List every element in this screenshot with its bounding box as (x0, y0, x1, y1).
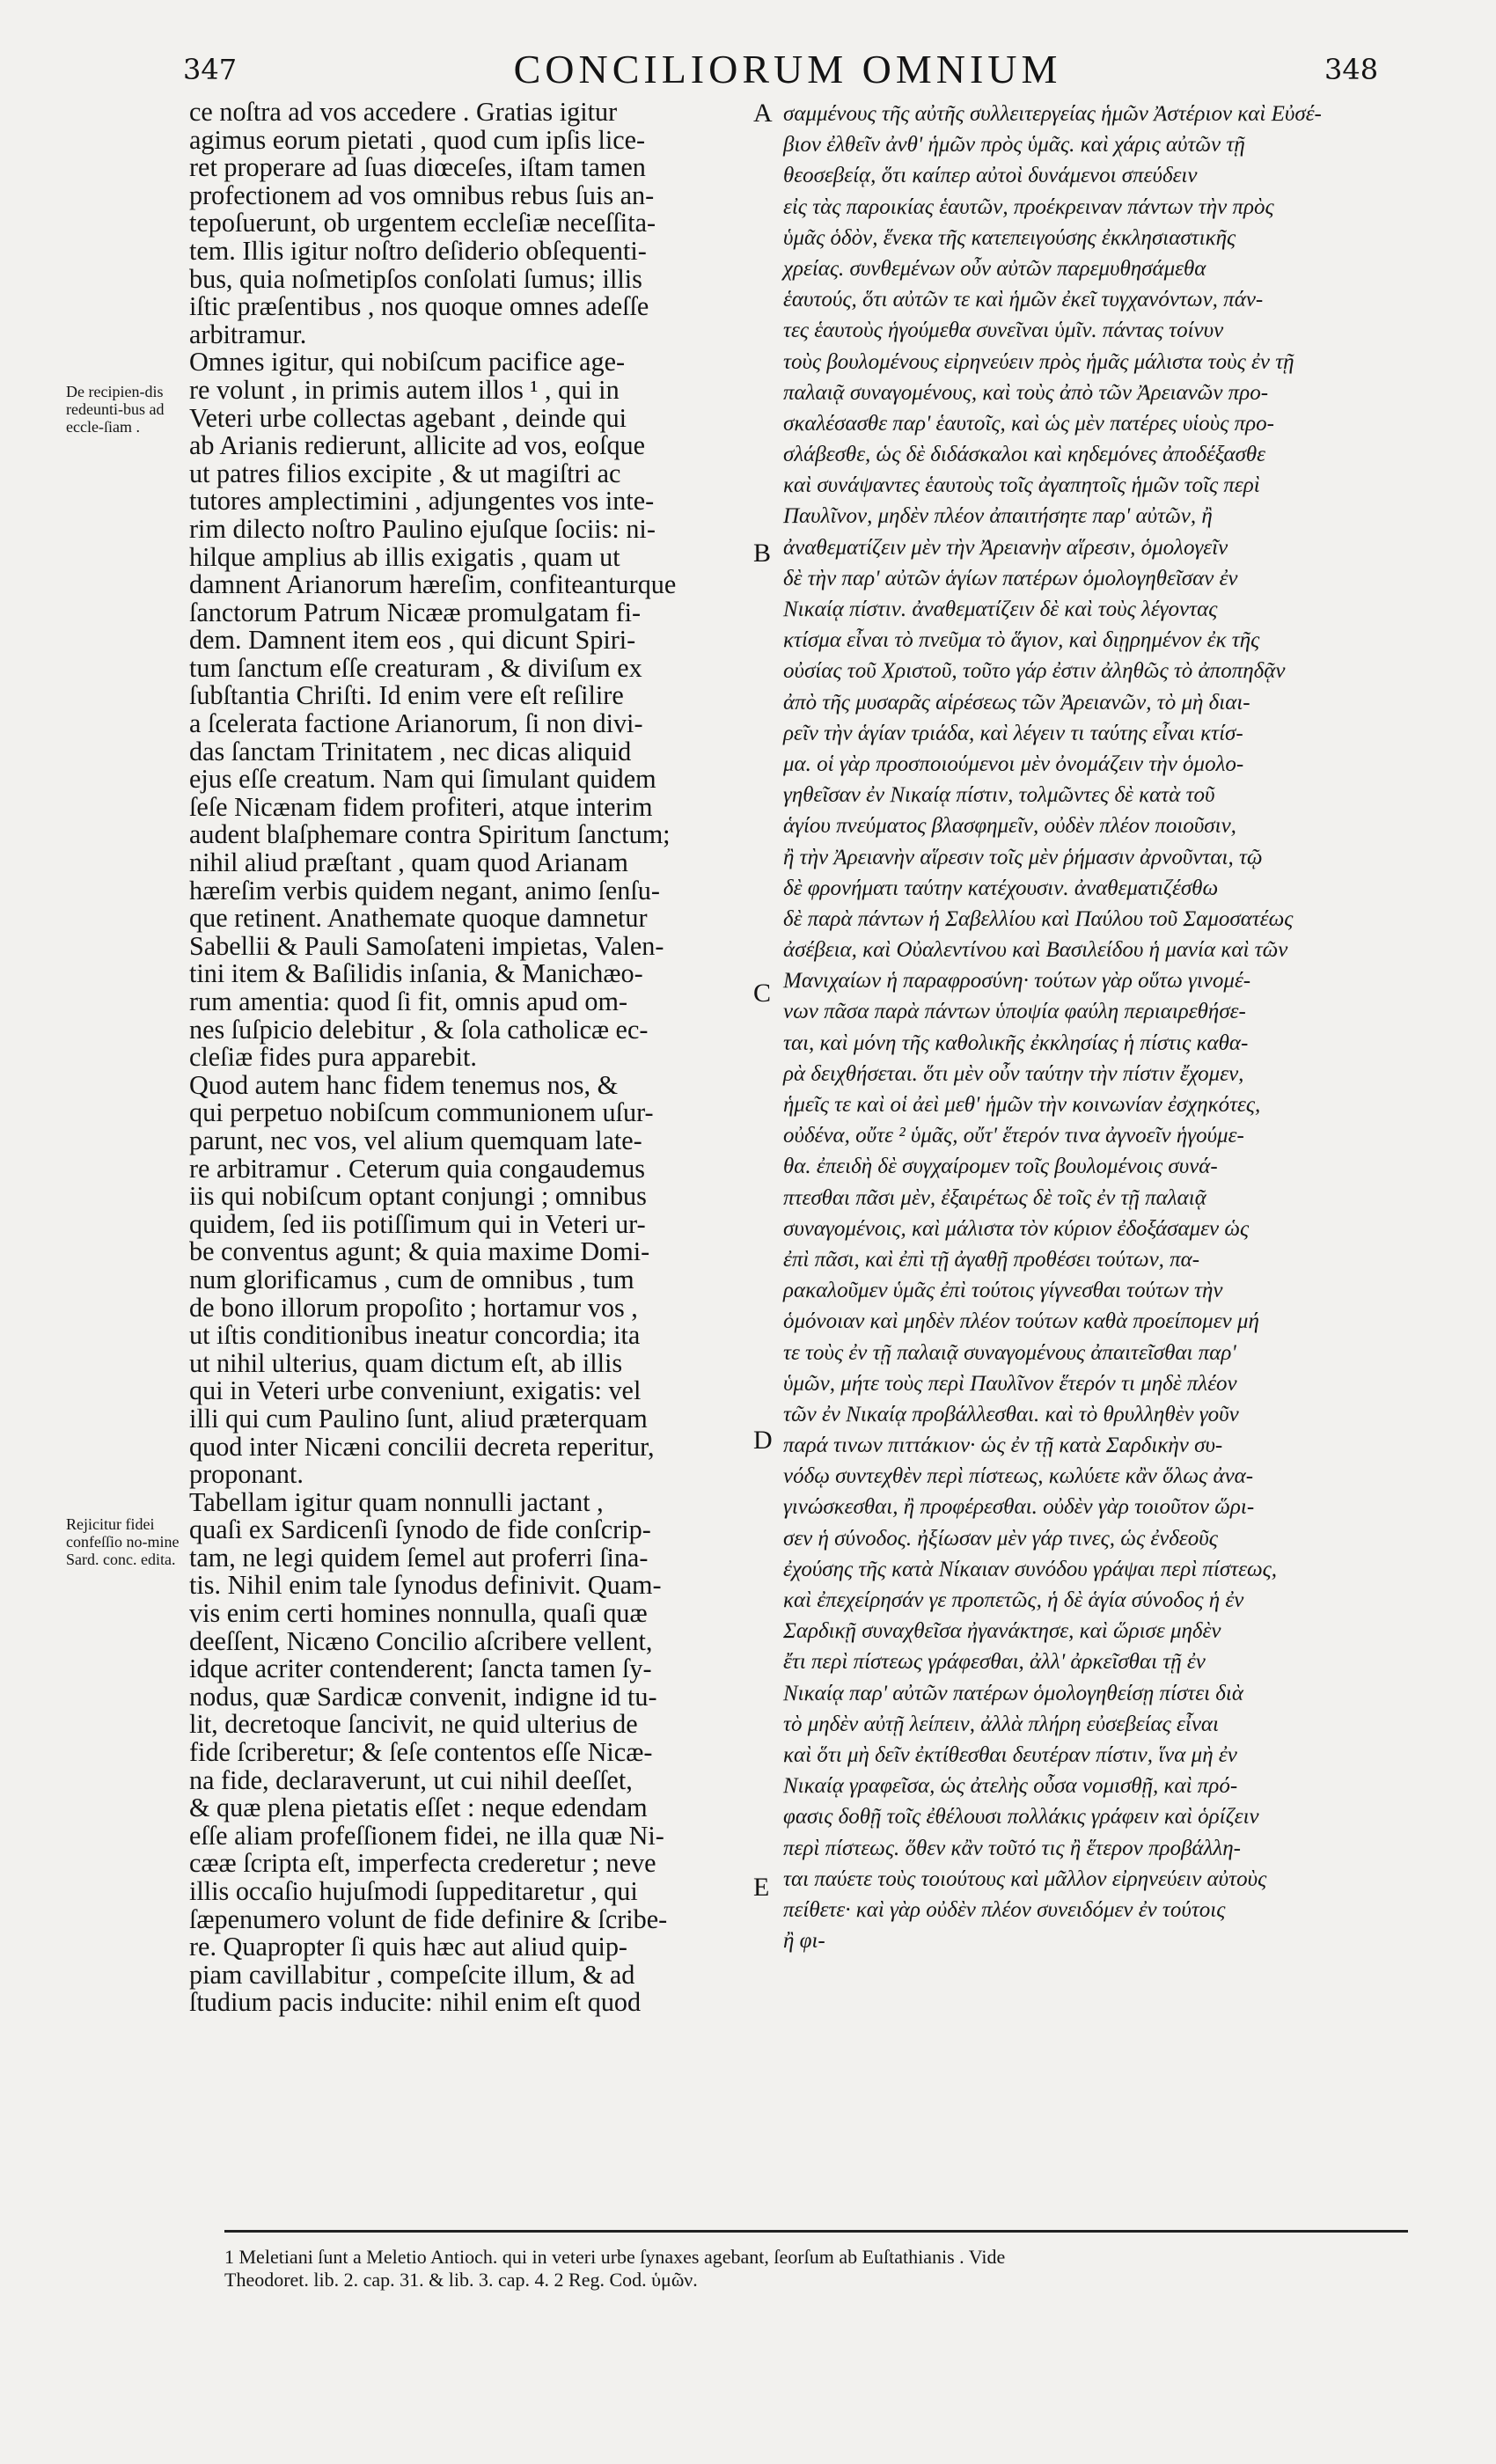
latin-text-line: lit, decretoque ſancivit, ne quid ulterius de (189, 1709, 638, 1740)
latin-text-line: ſæpenumero volunt de fide definire & ſcribe- (189, 1903, 668, 1934)
latin-text-line: re volunt , in primis autem illos ¹ , qui in (189, 374, 620, 405)
greek-text-line: περὶ πίστεως. ὅθεν κἂν τοῦτό τις ἢ ἕτερον προβάλλη- (783, 1836, 1241, 1860)
greek-text-line: σαμμένους τῆς αὐτῆς συλλειτεργείας ἡμῶν Ἀστέριον καὶ Εὐσέ- (783, 102, 1322, 126)
greek-text-line: ἢ φι- (783, 1929, 825, 1954)
latin-text-line: de bono illorum propoſito ; hortamur vos , (189, 1292, 638, 1323)
greek-text-line: δὲ παρὰ πάντων ἡ Σαβελλίου καὶ Παύλου τοῦ Σαμοσατέως (783, 906, 1294, 931)
greek-text-line: καὶ συνάψαντες ἑαυτοὺς τοῖς ἀγαπητοῖς ἡμῶν τοῖς περὶ (783, 473, 1260, 498)
footnote-line: Theodoret. lib. 2. cap. 31. & lib. 3. cap. 4. 2 Reg. Cod. ὑμῶν. (224, 2269, 698, 2291)
margin-note-recipiendis: De recipien-dis redeunti-bus ad eccle-ſiam . (66, 383, 165, 436)
greek-text-line: καὶ ἐπεχείρησάν γε προπετῶς, ἡ δὲ ἁγία σύνοδος ἡ ἐν (783, 1588, 1244, 1612)
greek-text-line: ἀναθεματίζειν μὲν τὴν Ἀρειανὴν αἵρεσιν, ὁμολογεῖν (783, 535, 1228, 560)
greek-text-line: φασις δοθῇ τοῖς ἐθέλουσι πολλάκις γράφειν καὶ ὁρίζειν (783, 1805, 1259, 1830)
latin-column (189, 99, 766, 2017)
margin-note-rejicitur: Rejicitur fidei confeſſio no-mine Sard. conc. edita. (66, 1515, 180, 1568)
section-letter-a: A (753, 99, 773, 128)
latin-text-line: ut nihil ulterius, quam dictum eſt, ab illis (189, 1347, 623, 1378)
greek-text-line: ἐπὶ πᾶσι, καὶ ἐπὶ τῇ ἀγαθῇ προθέσει τούτων, πα- (783, 1247, 1200, 1272)
greek-text-line: ρὰ δειχθήσεται. ὅτι μὲν οὖν ταύτην τὴν πίστιν ἔχομεν, (783, 1061, 1244, 1086)
greek-text-line: ὑμῶν, μήτε τοὺς περὶ Παυλῖνον ἕτερόν τι μηδὲ πλέον (783, 1371, 1237, 1396)
greek-text-line: ται παύετε τοὺς τοιούτους καὶ μᾶλλον εἰρηνεύειν αὐτοὺς (783, 1866, 1267, 1891)
latin-text-line: ab Arianis redierunt, allicite ad vos, eoſque (189, 430, 646, 461)
latin-text-line: proponant. (189, 1459, 304, 1490)
latin-text-line: na fide, declaraverunt, ut cui nihil deeſſet, (189, 1764, 633, 1795)
latin-text-line: agimus eorum pietati , quod cum ipſis lice- (189, 124, 646, 155)
latin-text-line: ret properare ad ſuas diœceſes, iſtam tamen (189, 152, 646, 183)
latin-text-line: quaſi ex Sardicenſi ſynodo de fide conſcrip- (189, 1514, 651, 1545)
greek-column (783, 99, 1408, 1956)
greek-text-line: θα. ἐπειδὴ δὲ συγχαίρομεν τοῖς βουλομένοις συνά- (783, 1155, 1218, 1179)
latin-text-line: a ſcelerata factione Arianorum, ſi non divi- (189, 708, 643, 739)
greek-text-line: Σαρδικῇ συναχθεῖσα ἠγανάκτησε, καὶ ὥρισε μηδὲν (783, 1619, 1221, 1644)
latin-text-line: ejus eſſe creatum. Nam qui ſimulant quidem (189, 764, 656, 795)
latin-text-line: arbitramur. (189, 319, 307, 349)
greek-text-line: σκαλέσασθε παρ' ἑαυτοῖς, καὶ ὡς μὲν πατέρες υἱοὺς προ- (783, 411, 1274, 436)
greek-text-line: τοὺς βουλομένους εἰρηνεύειν πρὸς ἡμᾶς μάλιστα τοὺς ἐν τῇ (783, 349, 1294, 374)
greek-text-line: χρείας. συνθεμένων οὖν αὐτῶν παρεμυθησάμεθα (783, 256, 1206, 281)
greek-text-line: συναγομένοις, καὶ μάλιστα τὸν κύριον ἐδοξάσαμεν ὡς (783, 1216, 1250, 1241)
greek-text-line: ται, καὶ μόνη τῆς καθολικῆς ἐκκλησίας ἡ πίστις καθα- (783, 1030, 1249, 1055)
latin-text-line: Sabellii & Pauli Samoſateni impietas, Valen- (189, 930, 664, 961)
latin-text-line: iſtic præſentibus , nos quoque omnes adeſſe (189, 291, 649, 322)
greek-text-line: παρά τινων πιττάκιον· ὡς ἐν τῇ κατὰ Σαρδικὴν συ- (783, 1434, 1223, 1458)
latin-text-line: nes ſuſpicio delebitur , & ſola catholicæ ec- (189, 1014, 649, 1045)
section-letter-c: C (753, 979, 772, 1008)
greek-text-line: σλάβεσθε, ὡς δὲ διδάσκαλοι καὶ κηδεμόνες ἀποδέξασθε (783, 443, 1266, 467)
latin-text-line: qui in Veteri urbe conveniunt, exigatis: vel (189, 1375, 642, 1406)
latin-text-line: que retinent. Anathemate quoque damnetur (189, 903, 648, 934)
greek-text-line: τὸ μηδὲν αὐτῇ λείπειν, ἀλλὰ πλήρη εὐσεβείας εἶναι (783, 1712, 1219, 1736)
latin-text-line: Omnes igitur, qui nobiſcum pacifice age- (189, 347, 626, 378)
latin-text-line: parunt, nec vos, vel alium quemquam late- (189, 1125, 642, 1155)
greek-text-line: νων πᾶσα παρὰ πάντων ὑποψία φαύλη περιαιρεθήσε- (783, 1000, 1246, 1024)
latin-text-line: hilque amplius ab illis exigatis , quam ut (189, 541, 620, 572)
latin-text-line: ce noſtra ad vos accedere . Gratias igitur (189, 97, 618, 127)
greek-text-line: γηθεῖσαν ἐν Νικαίᾳ πίστιν, τολμῶντες δὲ κατὰ τοῦ (783, 783, 1215, 808)
latin-text-line: rim dilecto noſtro Paulino ejuſque ſociis: ni- (189, 513, 656, 544)
greek-text-line: Μανιχαίων ἡ παραφροσύνη· τούτων γὰρ οὕτω γινομέ- (783, 969, 1251, 994)
latin-text-line: Veteri urbe collectas agebant , deinde qui (189, 402, 627, 433)
latin-text-line: cææ ſcripta eſt, imperfecta crederetur ; neve (189, 1848, 656, 1879)
greek-text-line: εἰς τὰς παροικίας ἑαυτῶν, προέκρειναν πάντων τὴν πρὸς (783, 194, 1274, 219)
latin-text-line: bus, quia noſmetipſos conſolati ſumus; illis (189, 263, 642, 294)
latin-text-line: be conventus agunt; & quia maxime Domi- (189, 1236, 650, 1267)
greek-text-line: οὐσίας τοῦ Χριστοῦ, τοῦτο γάρ ἐστιν ἀληθῶς τὸ ἀποπηδᾷν (783, 659, 1286, 684)
greek-text-line: ὑμᾶς ὁδὸν, ἕνεκα τῆς κατεπειγούσης ἐκκλησιαστικῆς (783, 225, 1236, 250)
latin-text-line: re arbitramur . Ceterum quia congaudemus (189, 1153, 646, 1184)
latin-text-line: tepoſuerunt, ob urgentem eccleſiæ neceſſita- (189, 208, 656, 238)
latin-text-line: quod inter Nicæni concilii decreta reperitur, (189, 1431, 655, 1462)
latin-text-line: damnent Arianorum hæreſim, confiteanturque (189, 569, 677, 600)
greek-text-line: ἀσέβεια, καὶ Οὐαλεντίνου καὶ Βασιλείδου ἡ μανία καὶ τῶν (783, 938, 1288, 963)
greek-text-line: ἑαυτούς, ὅτι αὐτῶν τε καὶ ἡμῶν ἐκεῖ τυγχανόντων, πάν- (783, 288, 1264, 312)
greek-text-line: σεν ἡ σύνοδος. ἠξίωσαν μὲν γάρ τινες, ὡς ἐνδεοῦς (783, 1526, 1218, 1551)
greek-text-line: Νικαίᾳ γραφεῖσα, ὡς ἀτελὴς οὖσα νομισθῇ, καὶ πρό- (783, 1774, 1238, 1799)
latin-text-line: Tabellam igitur quam nonnulli jactant , (189, 1486, 604, 1517)
latin-text-line: illi qui cum Paulino ſunt, aliud præterquam (189, 1403, 648, 1434)
latin-text-line: audent blaſphemare contra Spiritum ſanctum; (189, 819, 671, 850)
latin-text-line: tum ſanctum eſſe creaturam , & diviſum ex (189, 652, 642, 683)
running-title: CONCILIORUM OMNIUM (513, 47, 1062, 92)
latin-text-line: ut iſtis conditionibus ineatur concordia; ita (189, 1320, 641, 1351)
greek-text-line: ρακαλοῦμεν ὑμᾶς ἐπὶ τούτοις γίγνεσθαι τούτων τὴν (783, 1279, 1223, 1303)
footnote-rule (224, 2230, 1408, 2233)
footnotes (224, 2246, 1408, 2292)
latin-text-line: illis occaſio hujuſmodi ſuppeditaretur , qui (189, 1876, 638, 1906)
greek-text-line: καὶ ὅτι μὴ δεῖν ἐκτίθεσθαι δευτέραν πίστιν, ἵνα μὴ ἐν (783, 1742, 1237, 1767)
latin-text-line: dem. Damnent item eos , qui dicunt Spiri- (189, 625, 636, 656)
page-number-left: 347 (183, 53, 238, 86)
greek-text-line: βιον ἐλθεῖν ἀνθ' ἡμῶν πρὸς ὑμᾶς. καὶ χάρις αὐτῶν τῇ (783, 133, 1245, 158)
latin-text-line: re. Quapropter ſi quis hæc aut aliud quip- (189, 1932, 627, 1962)
latin-text-line: das ſanctam Trinitatem , nec dicas aliquid (189, 736, 632, 766)
greek-text-line: ἡμεῖς τε καὶ οἱ ἀεὶ μεθ' ἡμῶν τὴν κοινωνίαν ἐσχηκότες, (783, 1093, 1261, 1117)
latin-text-line: tini item & Baſilidis inſania, & Manichæo- (189, 958, 643, 989)
greek-text-line: πείθετε· καὶ γὰρ οὐδὲν πλέον συνειδόμεν ἐν τούτοις (783, 1897, 1226, 1922)
latin-text-line: qui perpetuo nobiſcum communionem uſur- (189, 1097, 654, 1128)
latin-text-line: num glorificamus , cum de omnibus , tum (189, 1264, 634, 1294)
greek-text-line: δὲ τὴν παρ' αὐτῶν ἁγίων πατέρων ὁμολογηθεῖσαν ἐν (783, 566, 1238, 590)
latin-text-line: ſeſe Nicænam fidem profiteri, atque interim (189, 791, 653, 822)
latin-text-line: hæreſim verbis quidem negant, animo ſenſu- (189, 875, 660, 906)
greek-text-line: γινώσκεσθαι, ἢ προφέρεσθαι. οὐδὲν γὰρ τοιοῦτον ὥρι- (783, 1495, 1255, 1520)
section-letter-e: E (753, 1873, 770, 1902)
greek-text-line: ἔτι περὶ πίστεως γράφεσθαι, ἀλλ' ἀρκεῖσθαι τῇ ἐν (783, 1650, 1206, 1675)
latin-text-line: profectionem ad vos omnibus rebus ſuis an- (189, 180, 655, 210)
greek-text-line: ἀπὸ τῆς μυσαρᾶς αἱρέσεως τῶν Ἀρειανῶν, τὸ μὴ διαι- (783, 690, 1250, 715)
latin-text-line: nihil aliud præſtant , quam quod Arianam (189, 847, 628, 878)
greek-text-line: Νικαίᾳ παρ' αὐτῶν πατέρων ὁμολογηθείσῃ πίστει διὰ (783, 1681, 1243, 1705)
section-letter-b: B (753, 539, 772, 568)
greek-text-line: τε τοὺς ἐν τῇ παλαιᾷ συναγομένους ἀπαιτεῖσθαι παρ' (783, 1340, 1236, 1365)
latin-text-line: ſanctorum Patrum Nicææ promulgatam fi- (189, 597, 642, 627)
greek-text-line: Παυλῖνον, μηδὲν πλέον ἀπαιτήσητε παρ' αὐτῶν, ἢ (783, 504, 1213, 529)
latin-text-line: & quæ plena pietatis eſſet : neque edendam (189, 1793, 648, 1823)
greek-text-line: ἢ τὴν Ἀρειανὴν αἵρεσιν τοῖς μὲν ῥήμασιν ἀρνοῦνται, τῷ (783, 845, 1263, 869)
greek-text-line: πτεσθαι πᾶσι μὲν, ἐξαιρέτως δὲ τοῖς ἐν τῇ παλαιᾷ (783, 1185, 1206, 1210)
section-letter-d: D (753, 1426, 773, 1455)
latin-text-line: fide ſcriberetur; & ſeſe contentos eſſe Nicæ- (189, 1737, 653, 1768)
greek-text-line: τες ἑαυτοὺς ἡγούμεθα συνεῖναι ὑμῖν. πάντας τοίνυν (783, 319, 1224, 343)
greek-text-line: μα. οἱ γὰρ προσποιούμενοι μὲν ὀνομάζειν τὴν ὁμολο- (783, 752, 1244, 776)
running-header (0, 46, 1496, 99)
latin-text-line: idque acriter contenderent; ſancta tamen ſy- (189, 1654, 652, 1684)
greek-text-line: Νικαίᾳ πίστιν. ἀναθεματίζειν δὲ καὶ τοὺς λέγοντας (783, 598, 1218, 621)
greek-text-line: τῶν ἐν Νικαίᾳ προβάλλεσθαι. καὶ τὸ θρυλληθὲν γοῦν (783, 1402, 1239, 1426)
latin-text-line: piam cavillabitur , compeſcite illum, & ad (189, 1959, 635, 1990)
latin-text-line: tutores amplectimini , adjungentes vos inte- (189, 486, 655, 517)
greek-text-line: θεοσεβείᾳ, ὅτι καίπερ αὐτοὶ δυνάμενοι σπεύδειν (783, 164, 1198, 188)
footnote-line: 1 Meletiani ſunt a Meletio Antioch. qui in veteri urbe ſynaxes agebant, ſeorſum ab Euſtathianis . Vide (224, 2246, 1006, 2268)
greek-text-line: νόδῳ συντεχθὲν περὶ πίστεως, κωλύετε κἂν ὅλως ἀνα- (783, 1464, 1254, 1489)
latin-text-line: cleſiæ fides pura apparebit. (189, 1042, 477, 1073)
greek-text-line: ἁγίου πνεύματος βλασφημεῖν, οὐδὲν πλέον ποιοῦσιν, (783, 814, 1236, 839)
latin-text-line: rum amentia: quod ſi fit, omnis apud om- (189, 986, 628, 1016)
greek-text-line: δὲ φρονήματι ταύτην κατέχουσιν. ἀναθεματιζέσθω (783, 876, 1219, 900)
latin-text-line: tis. Nihil enim tale ſynodus definivit. Quam- (189, 1570, 662, 1601)
latin-text-line: deeſſent, Nicæno Concilio aſcribere vellent, (189, 1625, 653, 1656)
greek-text-line: οὐδένα, οὔτε ² ὑμᾶς, οὔτ' ἕτερόν τινα ἀγνοεῖν ἡγούμε- (783, 1124, 1244, 1148)
greek-text-line: παλαιᾷ συναγομένους, καὶ τοὺς ἀπὸ τῶν Ἀρειανῶν προ- (783, 380, 1269, 405)
latin-text-line: ſtudium pacis inducite: nihil enim eſt quod (189, 1987, 642, 2018)
latin-text-line: iis qui nobiſcum optant conjungi ; omnibus (189, 1181, 647, 1212)
page-number-right: 348 (1324, 53, 1379, 86)
latin-text-line: tam, ne legi quidem ſemel aut proferri ſina- (189, 1542, 649, 1573)
latin-text-line: vis enim certi homines nonnulla, quaſi quæ (189, 1598, 648, 1629)
latin-text-line: ut patres filios excipite , & ut magiſtri ac (189, 458, 621, 488)
latin-text-line: ſubſtantia Chriſti. Id enim vere eſt reſilire (189, 680, 624, 711)
latin-text-line: quidem, ſed iis potiſſimum qui in Veteri ur- (189, 1208, 646, 1239)
greek-text-line: ὁμόνοιαν καὶ μηδὲν πλέον τούτων καθὰ προείπομεν μή (783, 1309, 1259, 1334)
greek-text-line: ρεῖν τὴν ἁγίαν τριάδα, καὶ λέγειν τι ταύτης εἶναι κτίσ- (783, 721, 1243, 745)
latin-text-line: eſſe aliam profeſſionem fidei, ne illa quæ Ni- (189, 1820, 664, 1851)
latin-text-line: Quod autem hanc fidem tenemus nos, & (189, 1069, 619, 1100)
latin-text-line: tem. Illis igitur noſtro deſiderio obſequenti- (189, 235, 647, 266)
greek-text-line: κτίσμα εἶναι τὸ πνεῦμα τὸ ἅγιον, καὶ διῃρημένον ἐκ τῆς (783, 628, 1260, 653)
greek-text-line: ἐχούσης τῆς κατὰ Νίκαιαν συνόδου γράψαι περὶ πίστεως, (783, 1557, 1278, 1581)
latin-text-line: nodus, quæ Sardicæ convenit, indigne id tu- (189, 1681, 657, 1712)
